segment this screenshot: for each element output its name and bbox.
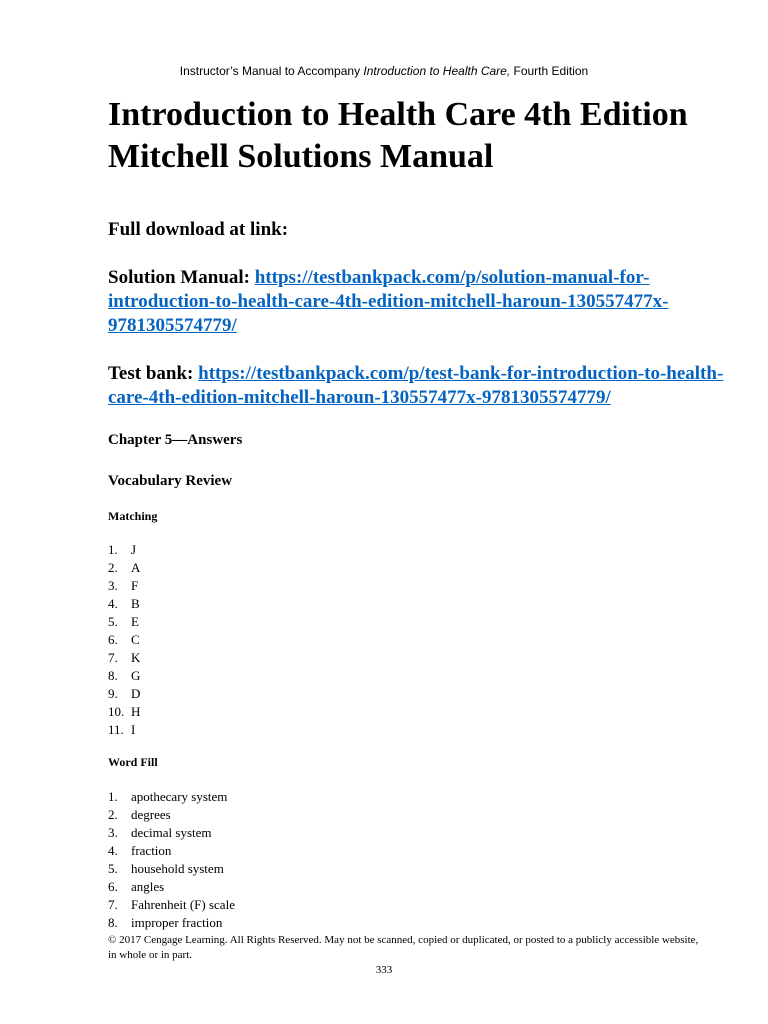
list-item: [108, 824, 235, 842]
list-item: [108, 613, 140, 631]
matching-heading: Matching: [108, 509, 158, 523]
list-item: [108, 631, 140, 649]
full-download-label: Full download at link:: [108, 219, 289, 240]
list-item: [108, 914, 235, 932]
item-text: J: [131, 542, 137, 557]
item-number: 10.: [108, 704, 125, 719]
item-text: Fahrenheit (F) scale: [131, 897, 235, 912]
word-fill-list: [108, 788, 235, 932]
item-text: apothecary system: [131, 789, 228, 804]
list-item: [108, 577, 140, 595]
item-text: F: [131, 578, 139, 593]
item-number: 6.: [108, 879, 118, 894]
item-number: 7.: [108, 897, 118, 912]
item-text: C: [131, 632, 140, 647]
item-text: I: [131, 722, 136, 737]
item-number: 2.: [108, 807, 118, 822]
item-number: 9.: [108, 686, 118, 701]
item-number: 5.: [108, 861, 118, 876]
item-text: decimal system: [131, 825, 212, 840]
item-number: 5.: [108, 614, 118, 629]
list-item: [108, 788, 235, 806]
item-number: 8.: [108, 668, 118, 683]
item-text: degrees: [131, 807, 171, 822]
item-number: 11.: [108, 722, 124, 737]
item-text: A: [131, 560, 141, 575]
solution-manual-label: Solution Manual:: [108, 267, 251, 288]
running-header: [0, 64, 768, 78]
header-suffix: Fourth Edition: [510, 64, 589, 78]
item-text: household system: [131, 861, 224, 876]
list-item: [108, 595, 140, 613]
list-item: [108, 721, 140, 739]
chapter-heading: Chapter 5—Answers: [108, 432, 243, 448]
test-bank-paragraph: [108, 362, 728, 410]
item-number: 6.: [108, 632, 118, 647]
item-number: 8.: [108, 915, 118, 930]
item-text: fraction: [131, 843, 172, 858]
title-line-2: Mitchell Solutions Manual: [108, 138, 494, 175]
list-item: [108, 878, 235, 896]
item-text: E: [131, 614, 139, 629]
list-item: [108, 806, 235, 824]
page-number: 333: [375, 964, 393, 976]
list-item: [108, 649, 140, 667]
word-fill-heading: Word Fill: [108, 755, 158, 769]
item-text: H: [131, 704, 141, 719]
list-item: [108, 860, 235, 878]
item-number: 2.: [108, 560, 118, 575]
test-bank-link[interactable]: https://testbankpack.com/p/test-bank-for-introduction-to-health-care-4th-edition-mitchell-haroun-130557477x-9781305574779/: [108, 363, 724, 408]
list-item: [108, 667, 140, 685]
document-title: [108, 94, 748, 178]
item-text: G: [131, 668, 141, 683]
header-book-title: Introduction to Health Care,: [363, 64, 511, 78]
list-item: [108, 896, 235, 914]
list-item: [108, 559, 140, 577]
item-text: D: [131, 686, 141, 701]
copyright-footer: © 2017 Cengage Learning. All Rights Reserved. May not be scanned, copied or duplicated, or posted to a publicly accessible website, in whole or in part.: [108, 934, 699, 961]
header-prefix: Instructor’s Manual to Accompany: [179, 64, 364, 78]
vocabulary-review-heading: Vocabulary Review: [108, 473, 233, 489]
solution-manual-link[interactable]: https://testbankpack.com/p/solution-manual-for-introduction-to-health-care-4th-edition-mitchell-haroun-130557477x-9781305574779/: [108, 267, 669, 336]
list-item: [108, 842, 235, 860]
item-number: 1.: [108, 542, 118, 557]
item-number: 4.: [108, 596, 118, 611]
item-number: 3.: [108, 578, 118, 593]
item-text: angles: [131, 879, 165, 894]
item-number: 4.: [108, 843, 118, 858]
test-bank-label: Test bank:: [108, 363, 194, 384]
item-text: K: [131, 650, 141, 665]
item-text: improper fraction: [131, 915, 223, 930]
matching-list: [108, 541, 140, 739]
item-number: 1.: [108, 789, 118, 804]
list-item: [108, 541, 140, 559]
solution-manual-paragraph: [108, 266, 728, 338]
item-number: 7.: [108, 650, 118, 665]
title-line-1: Introduction to Health Care 4th Edition: [108, 96, 688, 133]
item-number: 3.: [108, 825, 118, 840]
list-item: [108, 703, 140, 721]
item-text: B: [131, 596, 140, 611]
list-item: [108, 685, 140, 703]
